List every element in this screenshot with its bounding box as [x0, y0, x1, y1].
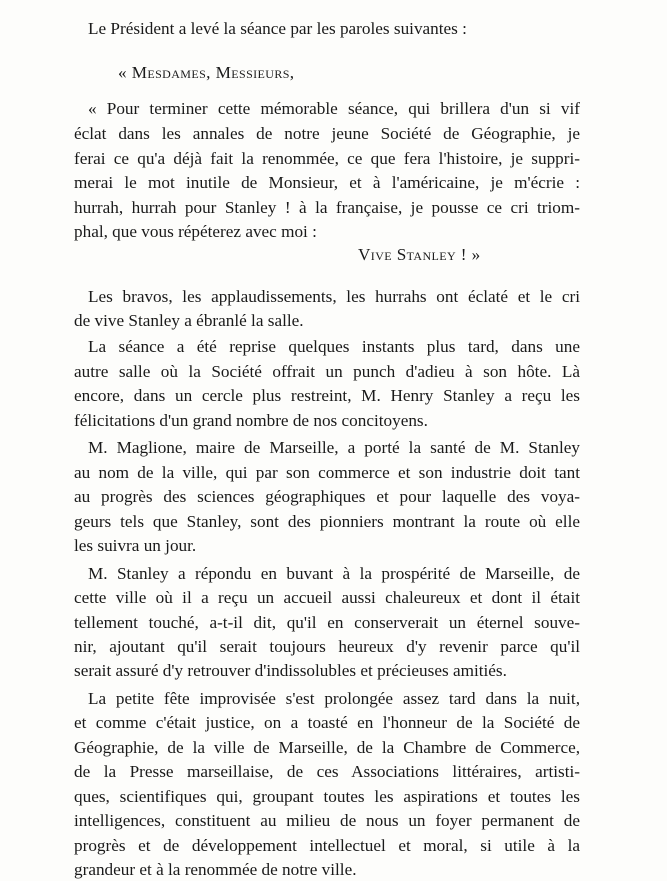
- text-line: « Pour terminer cette mémorable séance, qui brillera d'un si vif: [88, 99, 580, 118]
- text-line: éclat dans les annales de notre jeune Société de Géographie, je: [74, 124, 580, 143]
- salutation-line: « Mesdames, Messieurs,: [118, 63, 295, 82]
- text-line: M. Stanley a répondu en buvant à la prospérité de Marseille, de: [88, 564, 580, 583]
- text-line: grandeur et à la renommée de notre ville.: [74, 860, 357, 879]
- text-line: de vive Stanley a ébranlé la salle.: [74, 311, 304, 330]
- text-line: autre salle où la Société offrait un punch d'adieu à son hôte. Là: [74, 362, 580, 381]
- text-line: tellement touché, a-t-il dit, qu'il en conserverait un éternel souve-: [74, 613, 580, 632]
- text-line: et comme c'était justice, on a toasté en l'honneur de la Société de: [74, 713, 580, 732]
- text-line: La petite fête improvisée s'est prolongée assez tard dans la nuit,: [88, 689, 580, 708]
- text-line: au nom de la ville, qui par son commerce et son industrie doit tant: [74, 463, 580, 482]
- text-line: progrès et de développement intellectuel et moral, si utile à la: [74, 836, 580, 855]
- text-line: ferai ce qu'a déjà fait la renommée, ce que fera l'histoire, je suppri-: [74, 149, 580, 168]
- text-line: M. Maglione, maire de Marseille, a porté la santé de M. Stanley: [88, 438, 580, 457]
- text-line: Le Président a levé la séance par les paroles suivantes :: [88, 19, 467, 38]
- text-line: encore, dans un cercle plus restreint, M. Henry Stanley a reçu les: [74, 386, 580, 405]
- text-line: félicitations d'un grand nombre de nos concitoyens.: [74, 411, 428, 430]
- closing-exclamation: Vive Stanley ! »: [358, 245, 481, 264]
- text-line: Les bravos, les applaudissements, les hurrahs ont éclaté et le cri: [88, 287, 580, 306]
- text-line: phal, que vous répéterez avec moi :: [74, 222, 317, 241]
- text-line: au progrès des sciences géographiques et pour laquelle des voya-: [74, 487, 580, 506]
- text-line: nir, ajoutant qu'il serait toujours heureux d'y revenir parce qu'il: [74, 637, 580, 656]
- text-line: de la Presse marseillaise, de ces Associations littéraires, artisti-: [74, 762, 580, 781]
- text-line: ques, scientifiques qui, groupant toutes les aspirations et toutes les: [74, 787, 580, 806]
- text-line: cette ville où il a reçu un accueil aussi chaleureux et dont il était: [74, 588, 580, 607]
- text-line: les suivra un jour.: [74, 536, 197, 555]
- text-line: merai le mot inutile de Monsieur, et à l'américaine, je m'écrie :: [74, 173, 580, 192]
- text-line: hurrah, hurrah pour Stanley ! à la française, je pousse ce cri triom-: [74, 198, 580, 217]
- text-line: La séance a été reprise quelques instants plus tard, dans une: [88, 337, 580, 356]
- text-line: intelligences, constituent au milieu de nous un foyer permanent de: [74, 811, 580, 830]
- text-line: Géographie, de la ville de Marseille, de la Chambre de Commerce,: [74, 738, 580, 757]
- text-line: geurs tels que Stanley, sont des pionniers montrant la route où elle: [74, 512, 580, 531]
- text-line: serait assuré d'y retrouver d'indissolubles et précieuses amitiés.: [74, 661, 507, 680]
